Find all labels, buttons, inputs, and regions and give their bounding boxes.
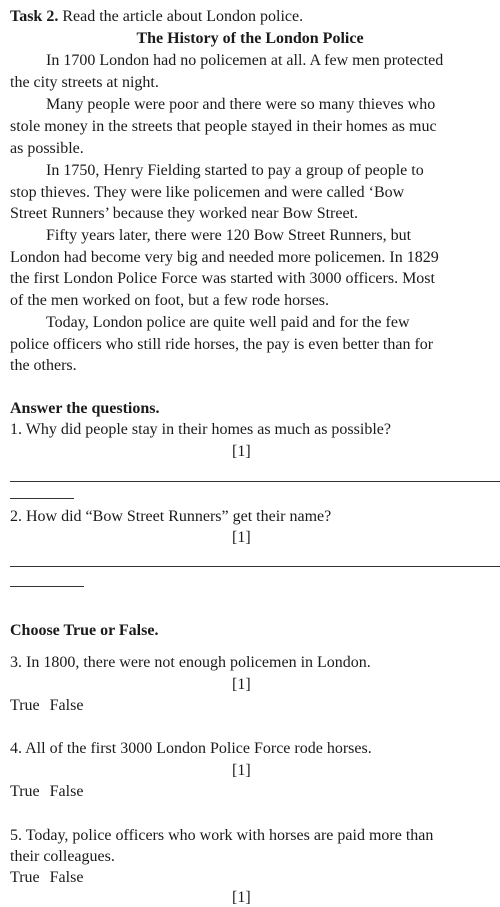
question-4-true-option[interactable]: True (10, 783, 40, 800)
question-2: 2. How did “Bow Street Runners” get their name? (10, 508, 332, 525)
article-paragraph-3-line-3: Street Runners’ because they worked near Bow Street. (10, 205, 359, 222)
question-4-options (10, 781, 89, 803)
article-paragraph-2-line-2: stole money in the streets that people stayed in their homes as muc (10, 118, 437, 135)
question-4-false-option[interactable]: False (49, 783, 84, 800)
question-5-true-option[interactable]: True (10, 869, 40, 886)
article-paragraph-2-line-1: Many people were poor and there were so many thieves who (46, 96, 436, 113)
question-1-answer-line-short[interactable] (10, 498, 74, 499)
question-3: 3. In 1800, there were not enough policemen in London. (10, 654, 371, 671)
task-line (10, 6, 303, 28)
question-3-true-option[interactable]: True (10, 697, 40, 714)
question-2-answer-line[interactable] (10, 566, 500, 567)
question-5-line-2: their colleagues. (10, 848, 115, 865)
question-3-false-option[interactable]: False (49, 697, 84, 714)
answer-questions-heading: Answer the questions. (10, 400, 160, 417)
question-3-options (10, 695, 89, 717)
article-title: The History of the London Police (136, 30, 364, 47)
question-5-line-1: 5. Today, police officers who work with horses are paid more than (10, 827, 434, 844)
article-paragraph-3-line-2: stop thieves. They were like policemen and were called ‘Bow (10, 184, 405, 201)
question-5-mark: [1] (232, 889, 251, 906)
question-2-answer-line-short[interactable] (10, 586, 84, 587)
article-paragraph-5-line-2: police officers who still ride horses, the pay is even better than for (10, 336, 434, 353)
question-1: 1. Why did people stay in their homes as much as possible? (10, 421, 391, 438)
article-paragraph-4-line-1: Fifty years later, there were 120 Bow Street Runners, but (46, 227, 412, 244)
article-paragraph-5-line-3: the others. (10, 357, 77, 374)
task-instruction: Read the article about London police. (62, 8, 304, 25)
article-paragraph-3-line-1: In 1750, Henry Fielding started to pay a group of people to (46, 162, 424, 179)
question-3-mark: [1] (232, 676, 251, 693)
article-paragraph-5-line-1: Today, London police are quite well paid and for the few (46, 314, 410, 331)
article-paragraph-4-line-4: of the men worked on foot, but a few rode horses. (10, 292, 330, 309)
question-4: 4. All of the first 3000 London Police Force rode horses. (10, 740, 372, 757)
question-5-options (10, 867, 89, 889)
question-1-mark: [1] (232, 443, 251, 460)
article-paragraph-2-line-3: as possible. (10, 140, 84, 157)
question-4-mark: [1] (232, 762, 251, 779)
article-paragraph-1-line-1: In 1700 London had no policemen at all. A few men protected (46, 52, 444, 69)
question-1-answer-line[interactable] (10, 481, 500, 482)
question-5-false-option[interactable]: False (49, 869, 84, 886)
question-2-mark: [1] (232, 529, 251, 546)
task-label: Task 2. (10, 8, 59, 25)
article-paragraph-4-line-2: London had become very big and needed more policemen. In 1829 (10, 249, 439, 266)
article-paragraph-1-line-2: the city streets at night. (10, 74, 159, 91)
true-false-heading: Choose True or False. (10, 622, 159, 639)
article-paragraph-4-line-3: the first London Police Force was started with 3000 officers. Most (10, 270, 435, 287)
